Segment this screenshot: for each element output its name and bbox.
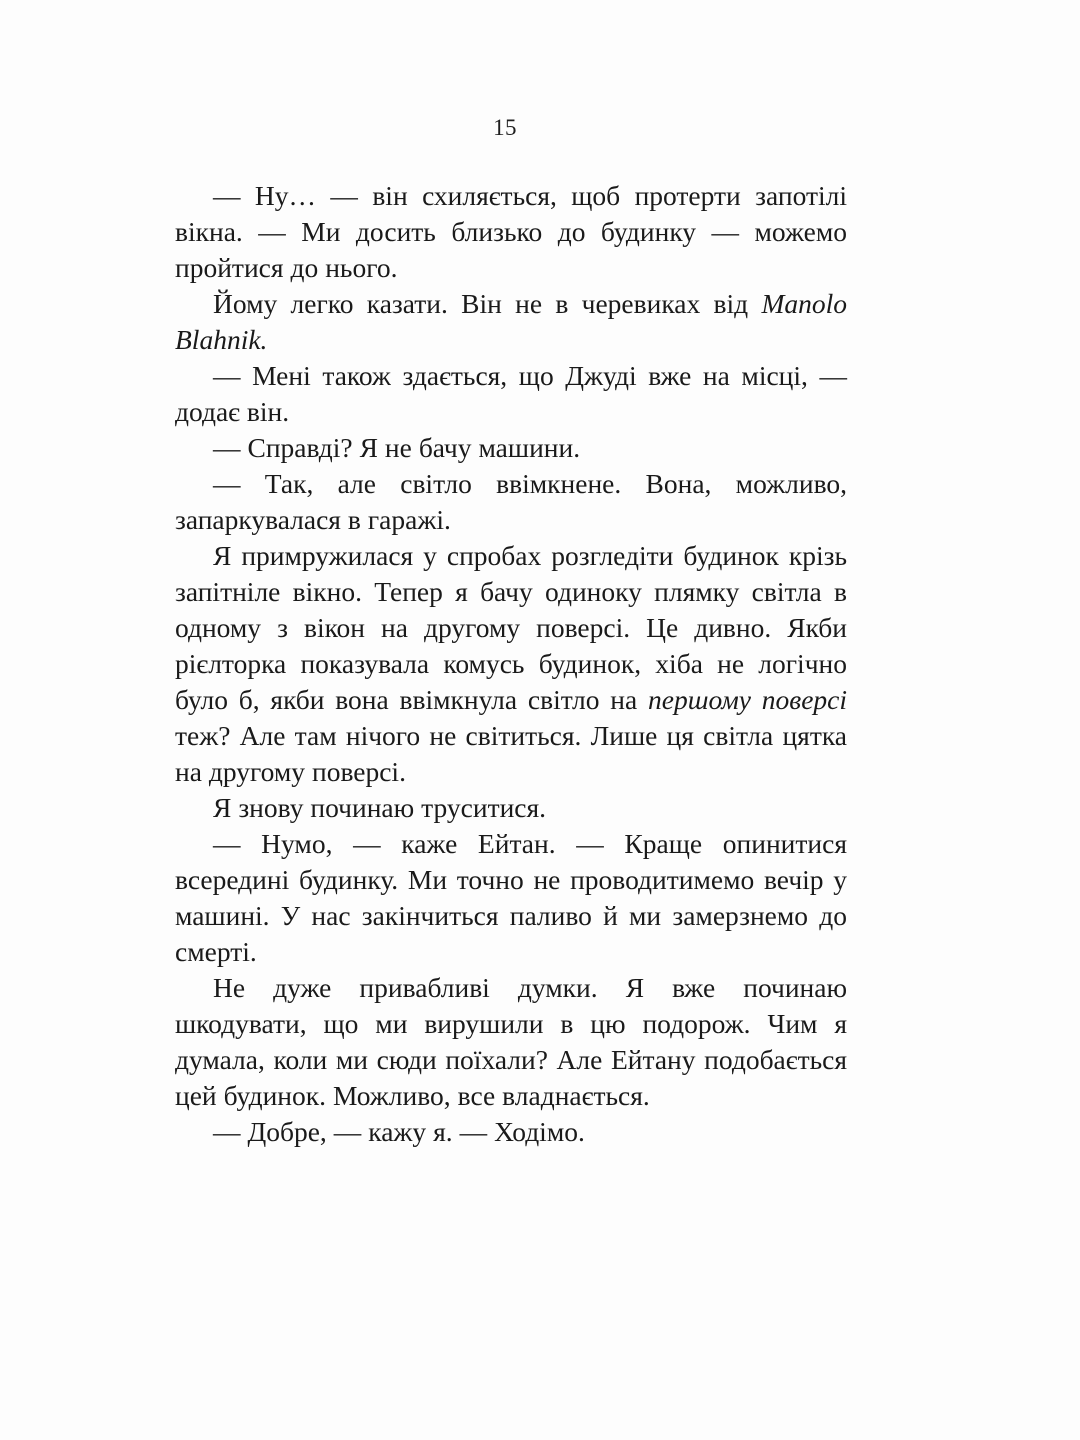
paragraph: — Так, але світло ввімкнене. Вона, можливо, запаркувалася в гаражі.: [175, 468, 847, 535]
paragraph: — Ну… — він схиляється, щоб протерти запотілі вікна. — Ми досить близько до будинку — можемо пройтися до нього.: [175, 180, 847, 283]
paragraph: — Справді? Я не бачу машини.: [213, 432, 581, 463]
italic-run: першому поверсі: [648, 684, 847, 715]
paragraph: — Мені також здається, що Джуді вже на місці, — додає він.: [175, 360, 847, 427]
body-text: [175, 178, 847, 1150]
paragraph: — Нумо, — каже Ейтан. — Краще опинитися всередині будинку. Ми точно не проводитимемо вечір у машині. У нас закінчиться паливо й ми замерзнемо до смерті.: [175, 828, 847, 967]
page-number: 15: [493, 115, 517, 140]
paragraph: Йому легко казати. Він не в черевиках від Manolo Blahnik.: [175, 288, 847, 355]
paragraph: Не дуже привабливі думки. Я вже починаю шкодувати, що ми вирушили в цю подорож. Чим я думала, коли ми сюди поїхали? Але Ейтану подобається цей будинок. Можливо, все владнається.: [175, 972, 847, 1111]
paragraph: Я знову починаю труситися.: [213, 792, 547, 823]
italic-run: Manolo Blahnik.: [175, 288, 847, 355]
paragraph: Я примружилася у спробах розгледіти будинок крізь запітніле вікно. Тепер я бачу одиноку плямку світла в одному з вікон на другому поверсі. Це дивно. Якби рієлторка показувала комусь будинок, хіба не логічно було б, якби вона ввімкнула світло на першому поверсі теж? Але там нічого не світиться. Лише ця світла цятка на другому поверсі.: [175, 540, 847, 787]
paragraph: — Добре, — кажу я. — Ходімо.: [213, 1116, 585, 1147]
